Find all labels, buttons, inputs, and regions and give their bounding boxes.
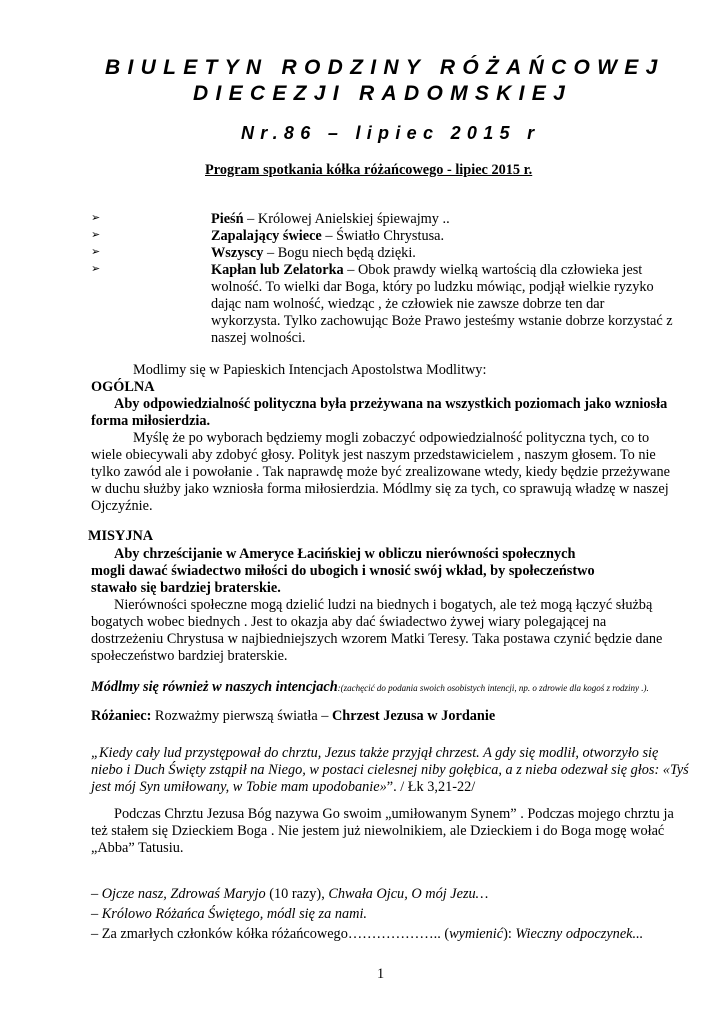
bulletin-title-line2: DIECEZJI RADOMSKIEJ [193, 82, 573, 105]
scripture-line: niebo i Duch Święty zstąpił na Niego, w postaci cielesnej niby gołębica, a z nieba odezwał się głos: «Tyś [91, 762, 689, 778]
arrow-bullet-icon: ➢ [91, 245, 101, 258]
mission-intention-line: Aby chrześcijanie w Ameryce Łacińskiej w obliczu nierówności społecznych [114, 546, 576, 562]
bullet-label: Wszyscy [211, 245, 264, 261]
scripture-line-last [91, 779, 475, 796]
bullet-label: Kapłan lub Zelatorka [211, 262, 344, 278]
general-intention-line: Aby odpowiedzialność polityczna była przeżywana na wszystkich poziomach jako wzniosła [114, 396, 668, 412]
bullet-label: Pieśń [211, 211, 244, 227]
reflection-line: „Abba” Tatusiu. [91, 840, 184, 856]
prayer-line [91, 926, 643, 943]
mission-commentary-line: społeczeństwo bardziej braterskie. [91, 648, 288, 664]
bullet-continuation-line: wykorzysta. Tylko zachowując Boże Prawo jesteśmy wstanie dobrze korzystać z [211, 313, 673, 329]
bulletin-title-line1: BIULETYN RODZINY RÓŻAŃCOWEJ [105, 56, 665, 79]
program-title: Program spotkania kółka różańcowego - lipiec 2015 r. [205, 162, 533, 178]
reflection-line: Podczas Chrztu Jezusa Bóg nazywa Go swoim „umiłowanym Synem” . Podczas mojego chrztu ja [114, 806, 674, 822]
mission-commentary-line: dostrzeżeniu Chrystusa w najbiedniejszych wzorem Matki Teresy. Taka postawa czynić będzie dane [91, 631, 663, 647]
prayer-text: – Za zmarłych członków kółka różańcowego……………….. ( [91, 926, 450, 942]
bullet-text: – Królowej Anielskiej śpiewajmy .. [243, 211, 450, 227]
scripture-line: „Kiedy cały lud przystępował do chrztu, Jezus także przyjął chrzest. A gdy się modlił, otworzyło się [91, 745, 659, 761]
mission-heading: MISYJNA [88, 528, 154, 544]
bullet-item [211, 262, 642, 279]
mission-commentary-line: bogatych wobec biednych . Jest to okazja aby dać świadectwo żywej wiary polegającej na [91, 614, 607, 630]
general-commentary-line: Myślę że po wyborach będziemy mogli zobaczyć odpowiedzialność polityczna tych, co to [133, 430, 650, 446]
general-commentary-line: tylko zawód ale i powołanie . Tak naprawdę może być zrealizowane wtedy, kiedy będzie przeżywane [91, 464, 670, 480]
bullet-text: – Obok prawdy wielką wartością dla człowieka jest [343, 262, 643, 278]
bullet-continuation-line: naszej wolności. [211, 330, 306, 346]
page-number: 1 [377, 966, 385, 982]
arrow-bullet-icon: ➢ [91, 228, 101, 241]
reflection-line: też stałem się Dzieckiem Boga . Nie jestem już niewolnikiem, ale Dzieckiem i do Boga mogę wołać [91, 823, 665, 839]
general-heading: OGÓLNA [91, 379, 155, 395]
bullet-item [211, 211, 450, 228]
general-commentary-line: Ojczyźnie. [91, 498, 153, 514]
scripture-text: jest mój Syn umiłowany, w Tobie mam upodobanie» [91, 779, 387, 795]
prayer-instruction: wymienić [449, 926, 504, 942]
general-intention-line: forma miłosierdzia. [91, 413, 211, 429]
mission-commentary-line: Nierówności społeczne mogą dzielić ludzi na biednych i bogatych, ale też mogą łączyć służbą [114, 597, 653, 613]
arrow-bullet-icon: ➢ [91, 262, 101, 275]
rosary-label: Różaniec: [91, 708, 152, 724]
general-commentary-line: wiele obiecywali aby zdobyć głosy. Polityk jest naszym przedstawicielem , naszym głosem. To nie [91, 447, 656, 463]
rosary-mystery: Chrzest Jezusa w Jordanie [331, 708, 496, 724]
bullet-text: – Bogu niech będą dzięki. [263, 245, 416, 261]
own-intentions-note: :(zachęcić do podania swoich osobistych intencji, np. o zdrowie dla kogoś z rodziny .). [337, 683, 649, 693]
prayer-text: Wieczny odpoczynek... [515, 926, 644, 942]
prayer-line: – Królowo Różańca Świętego, módl się za nami. [91, 906, 368, 922]
bullet-continuation-line: dając nam wolność, wiedząc , że człowiek nie zawsze dobrze ten dar [211, 296, 605, 312]
arrow-bullet-icon: ➢ [91, 211, 101, 224]
mission-intention-line: mogli dawać świadectwo miłości do ubogich i wnosić swój wkład, by społeczeństwo [91, 563, 595, 579]
intentions-intro: Modlimy się w Papieskich Intencjach Apostolstwa Modlitwy: [133, 362, 487, 378]
own-intentions-line [91, 679, 649, 696]
bullet-item [211, 228, 444, 245]
own-intentions-label: Módlmy się również w naszych intencjach [91, 679, 338, 695]
prayer-text: – Ojcze nasz, Zdrowaś Maryjo [91, 886, 266, 902]
bullet-label: Zapalający świece [211, 228, 322, 244]
prayer-count: (10 razy), [265, 886, 329, 902]
scripture-reference: ”. / Łk 3,21-22/ [386, 779, 476, 795]
prayer-text: ): [503, 926, 516, 942]
bullet-item [211, 245, 416, 262]
issue-number: Nr.86 – lipiec 2015 r [241, 123, 541, 143]
rosary-line [91, 708, 495, 725]
mission-intention-line: stawało się bardziej braterskie. [91, 580, 281, 596]
bullet-continuation-line: wolność. To wielki dar Boga, który po ludzku mówiąc, podjął wielkie ryzyko [211, 279, 654, 295]
bullet-text: – Światło Chrystusa. [321, 228, 445, 244]
prayer-line [91, 886, 488, 903]
rosary-text: Rozważmy pierwszą światła – [151, 708, 332, 724]
general-commentary-line: w duchu służby jako wzniosła forma miłosierdzia. Módlmy się za tych, co sprawują władzę w naszej [91, 481, 669, 497]
prayer-text: Chwała Ojcu, O mój Jezu… [328, 886, 489, 902]
